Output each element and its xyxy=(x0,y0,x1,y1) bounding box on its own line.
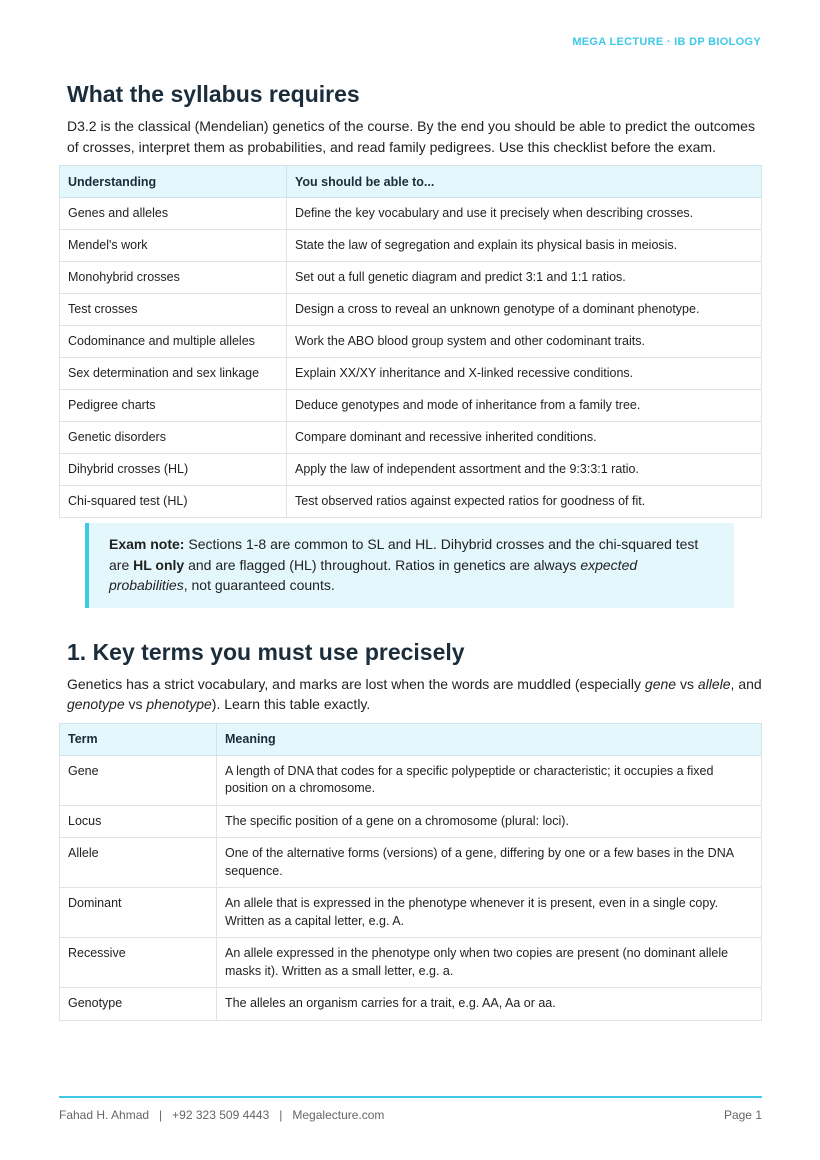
table-cell: Deduce genotypes and mode of inheritance from a family tree. xyxy=(287,390,762,422)
table-cell: Codominance and multiple alleles xyxy=(60,326,287,358)
table-row xyxy=(60,755,762,805)
term-cell: Genotype xyxy=(60,988,217,1021)
exam-note-emphasis: HL only xyxy=(133,556,185,573)
exam-note-text: and are flagged (HL) throughout. Ratios in genetics are always xyxy=(184,556,581,573)
key-terms-section xyxy=(59,638,762,1021)
table-row xyxy=(60,422,762,454)
column-header: Meaning xyxy=(217,723,762,755)
term-cell: Gene xyxy=(60,755,217,805)
exam-note-callout xyxy=(85,523,734,608)
exam-note-italic: expected probabilities xyxy=(109,556,638,593)
meaning-cell: One of the alternative forms (versions) of a gene, differing by one or a few bases in the DNA sequence. xyxy=(217,838,762,888)
term-cell: Dominant xyxy=(60,888,217,938)
meaning-cell: An allele that is expressed in the phenotype whenever it is present, even in a single copy. Written as a capital letter, e.g. A. xyxy=(217,888,762,938)
table-cell: Sex determination and sex linkage xyxy=(60,358,287,390)
table-row xyxy=(60,262,762,294)
page-number: Page 1 xyxy=(723,1108,762,1122)
table-cell: Apply the law of independent assortment and the 9:3:3:1 ratio. xyxy=(287,454,762,486)
table-cell: Genetic disorders xyxy=(60,422,287,454)
section-title: 1. Key terms you must use precisely xyxy=(67,638,465,665)
table-cell: Pedigree charts xyxy=(60,390,287,422)
section-title: What the syllabus requires xyxy=(67,81,360,107)
intro-term: genotype xyxy=(67,696,125,712)
table-cell: Monohybrid crosses xyxy=(60,262,287,294)
term-cell: Locus xyxy=(60,805,217,838)
table-row xyxy=(60,486,762,518)
table-row xyxy=(60,454,762,486)
column-header: Understanding xyxy=(60,166,287,198)
intro-text: Genetics has a strict vocabulary, and marks are lost when the words are muddled (especially xyxy=(67,675,645,692)
section-intro: D3.2 is the classical (Mendelian) genetics of the course. By the end you should be able to predict the outcomes of crosses, interpret them as probabilities, and read family pedigrees. Use this checklist before the exam. xyxy=(67,118,755,155)
intro-text: , and xyxy=(730,675,762,692)
table-cell: Dihybrid crosses (HL) xyxy=(60,454,287,486)
table-row xyxy=(60,294,762,326)
table-cell: Work the ABO blood group system and other codominant traits. xyxy=(287,326,762,358)
table-cell: Chi-squared test (HL) xyxy=(60,486,287,518)
meaning-cell: A length of DNA that codes for a specific polypeptide or characteristic; it occupies a fixed position on a chromosome. xyxy=(217,755,762,805)
column-header: Term xyxy=(60,723,217,755)
meaning-cell: The alleles an organism carries for a trait, e.g. AA, Aa or aa. xyxy=(217,988,762,1021)
term-cell: Recessive xyxy=(60,938,217,988)
table-row xyxy=(60,888,762,938)
intro-text: ). Learn this table exactly. xyxy=(211,696,371,712)
table-row xyxy=(60,390,762,422)
table-cell: Compare dominant and recessive inherited conditions. xyxy=(287,422,762,454)
table-row xyxy=(60,988,762,1021)
table-row xyxy=(60,198,762,230)
table-cell: Genes and alleles xyxy=(60,198,287,230)
table-row xyxy=(60,805,762,838)
page-footer xyxy=(59,1108,762,1122)
table-row xyxy=(60,326,762,358)
table-cell: Set out a full genetic diagram and predict 3:1 and 1:1 ratios. xyxy=(287,262,762,294)
running-header: MEGA LECTURE · IB DP BIOLOGY xyxy=(572,36,761,48)
table-cell: Test crosses xyxy=(60,294,287,326)
table-cell: Define the key vocabulary and use it precisely when describing crosses. xyxy=(287,198,762,230)
table-row xyxy=(60,358,762,390)
key-terms-table xyxy=(59,723,762,1021)
footer-contact: Fahad H. Ahmad | +92 323 509 4443 | Megalecture.com xyxy=(59,1108,385,1122)
table-header-row xyxy=(60,166,762,198)
exam-note-text: Sections 1-8 are common to SL and HL. Dihybrid crosses and the chi-squared test are xyxy=(109,536,699,573)
meaning-cell: The specific position of a gene on a chromosome (plural: loci). xyxy=(217,805,762,838)
table-header-row xyxy=(60,723,762,755)
meaning-cell: An allele expressed in the phenotype only when two copies are present (no dominant allele masks it). Written as a small letter, e.g. a. xyxy=(217,938,762,988)
section-intro xyxy=(67,674,762,715)
syllabus-checklist-table xyxy=(59,165,762,518)
term-cell: Allele xyxy=(60,838,217,888)
intro-text: vs xyxy=(124,696,147,712)
table-row xyxy=(60,838,762,888)
column-header: You should be able to... xyxy=(287,166,762,198)
table-cell: State the law of segregation and explain its physical basis in meiosis. xyxy=(287,230,762,262)
footer-divider xyxy=(59,1096,762,1098)
intro-term: phenotype xyxy=(146,696,212,712)
exam-note-label: Exam note: xyxy=(109,536,185,552)
intro-term: allele xyxy=(697,675,731,692)
table-row xyxy=(60,938,762,988)
table-cell: Explain XX/XY inheritance and X-linked recessive conditions. xyxy=(287,358,762,390)
table-row xyxy=(60,230,762,262)
intro-text: vs xyxy=(676,675,698,692)
table-cell: Design a cross to reveal an unknown genotype of a dominant phenotype. xyxy=(287,294,762,326)
table-cell: Mendel's work xyxy=(60,230,287,262)
exam-note-text: , not guaranteed counts. xyxy=(183,577,335,593)
intro-term: gene xyxy=(644,675,677,692)
page-content xyxy=(59,80,762,1021)
table-cell: Test observed ratios against expected ratios for goodness of fit. xyxy=(287,486,762,518)
